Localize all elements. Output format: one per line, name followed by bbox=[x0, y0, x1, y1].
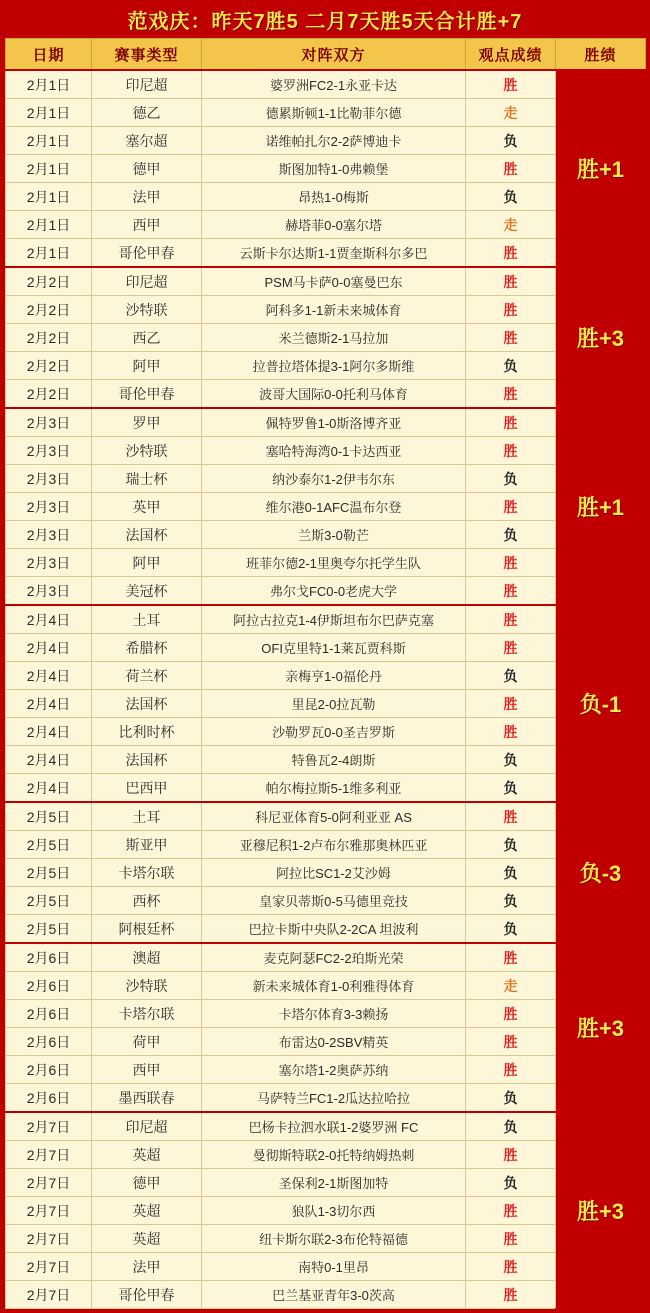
cell-date: 2月4日 bbox=[6, 634, 92, 662]
cell-date: 2月3日 bbox=[6, 493, 92, 521]
cell-match: 昂热1-0梅斯 bbox=[202, 183, 466, 211]
cell-date: 2月5日 bbox=[6, 831, 92, 859]
cell-date: 2月4日 bbox=[6, 662, 92, 690]
cell-date: 2月6日 bbox=[6, 972, 92, 1000]
cell-result: 负 bbox=[466, 183, 556, 211]
table-row bbox=[6, 746, 646, 774]
cell-date: 2月4日 bbox=[6, 718, 92, 746]
cell-date: 2月4日 bbox=[6, 774, 92, 803]
cell-date: 2月6日 bbox=[6, 1056, 92, 1084]
cell-league: 西甲 bbox=[92, 211, 202, 239]
cell-date: 2月6日 bbox=[6, 1000, 92, 1028]
cell-match: 纽卡斯尔联2-3布伦特福德 bbox=[202, 1225, 466, 1253]
cell-match: 布雷达0-2SBV精英 bbox=[202, 1028, 466, 1056]
table-row bbox=[6, 211, 646, 239]
cell-result: 负 bbox=[466, 465, 556, 493]
cell-league: 哥伦甲春 bbox=[92, 1281, 202, 1309]
cell-match: 婆罗洲FC2-1永亚卡达 bbox=[202, 70, 466, 99]
column-header-league: 赛事类型 bbox=[92, 39, 202, 71]
cell-league: 澳超 bbox=[92, 943, 202, 972]
cell-date: 2月3日 bbox=[6, 549, 92, 577]
table-row bbox=[6, 324, 646, 352]
cell-league: 卡塔尔联 bbox=[92, 859, 202, 887]
table-row bbox=[6, 296, 646, 324]
cell-league: 哥伦甲春 bbox=[92, 380, 202, 409]
cell-league: 英甲 bbox=[92, 493, 202, 521]
table-row bbox=[6, 70, 646, 99]
cell-league: 巴西甲 bbox=[92, 774, 202, 803]
cell-match: 云斯卡尔达斯1-1贾奎斯科尔多巴 bbox=[202, 239, 466, 268]
cell-result: 负 bbox=[466, 521, 556, 549]
cell-result: 走 bbox=[466, 99, 556, 127]
header-row bbox=[6, 39, 646, 71]
cell-result: 负 bbox=[466, 774, 556, 803]
cell-result: 负 bbox=[466, 127, 556, 155]
table-row bbox=[6, 465, 646, 493]
table-row bbox=[6, 155, 646, 183]
table-row bbox=[6, 1225, 646, 1253]
table-row bbox=[6, 915, 646, 944]
table-row bbox=[6, 1084, 646, 1113]
cell-date: 2月1日 bbox=[6, 211, 92, 239]
cell-match: 圣保利2-1斯图加特 bbox=[202, 1169, 466, 1197]
cell-date: 2月2日 bbox=[6, 324, 92, 352]
cell-result: 胜 bbox=[466, 155, 556, 183]
cell-result: 胜 bbox=[466, 1056, 556, 1084]
table-row bbox=[6, 1112, 646, 1141]
table-header bbox=[6, 39, 646, 71]
cell-result: 胜 bbox=[466, 1141, 556, 1169]
cell-date: 2月6日 bbox=[6, 1028, 92, 1056]
cell-match: 科尼亚体育5-0阿利亚亚 AS bbox=[202, 802, 466, 831]
cell-result: 胜 bbox=[466, 718, 556, 746]
cell-match: 赫塔菲0-0塞尔塔 bbox=[202, 211, 466, 239]
table-row bbox=[6, 352, 646, 380]
cell-date: 2月5日 bbox=[6, 802, 92, 831]
cell-match: 斯图加特1-0弗赖堡 bbox=[202, 155, 466, 183]
cell-result: 胜 bbox=[466, 267, 556, 296]
cell-league: 荷甲 bbox=[92, 1028, 202, 1056]
cell-date: 2月1日 bbox=[6, 99, 92, 127]
cell-date: 2月3日 bbox=[6, 437, 92, 465]
cell-streak: 胜+3 bbox=[556, 267, 646, 408]
table-row bbox=[6, 662, 646, 690]
cell-league: 卡塔尔联 bbox=[92, 1000, 202, 1028]
cell-result: 胜 bbox=[466, 549, 556, 577]
cell-match: 新未来城体育1-0利雅得体育 bbox=[202, 972, 466, 1000]
cell-league: 土耳 bbox=[92, 802, 202, 831]
cell-date: 2月5日 bbox=[6, 859, 92, 887]
table-row bbox=[6, 380, 646, 409]
cell-match: 班菲尔德2-1里奥夸尔托学生队 bbox=[202, 549, 466, 577]
cell-match: 卡塔尔体育3-3赖扬 bbox=[202, 1000, 466, 1028]
table-row bbox=[6, 605, 646, 634]
cell-result: 负 bbox=[466, 352, 556, 380]
cell-league: 法国杯 bbox=[92, 690, 202, 718]
cell-result: 胜 bbox=[466, 408, 556, 437]
cell-date: 2月2日 bbox=[6, 296, 92, 324]
cell-date: 2月4日 bbox=[6, 690, 92, 718]
cell-date: 2月4日 bbox=[6, 746, 92, 774]
table-row bbox=[6, 577, 646, 606]
cell-league: 瑞士杯 bbox=[92, 465, 202, 493]
cell-match: 拉普拉塔体提3-1阿尔多斯维 bbox=[202, 352, 466, 380]
table-row bbox=[6, 1281, 646, 1309]
cell-date: 2月1日 bbox=[6, 127, 92, 155]
cell-league: 德乙 bbox=[92, 99, 202, 127]
cell-result: 负 bbox=[466, 831, 556, 859]
cell-match: 兰斯3-0勒芒 bbox=[202, 521, 466, 549]
cell-league: 美冠杯 bbox=[92, 577, 202, 606]
cell-match: 南特0-1里昂 bbox=[202, 1253, 466, 1281]
cell-league: 德甲 bbox=[92, 155, 202, 183]
table-row bbox=[6, 1056, 646, 1084]
cell-league: 英超 bbox=[92, 1197, 202, 1225]
cell-league: 塞尔超 bbox=[92, 127, 202, 155]
cell-result: 胜 bbox=[466, 1225, 556, 1253]
cell-league: 法甲 bbox=[92, 183, 202, 211]
cell-date: 2月5日 bbox=[6, 915, 92, 944]
cell-league: 法国杯 bbox=[92, 521, 202, 549]
page-title: 范戏庆：昨天7胜5 二月7天胜5天合计胜+7 bbox=[127, 10, 523, 33]
cell-league: 罗甲 bbox=[92, 408, 202, 437]
cell-match: 曼彻斯特联2-0托特纳姆热刺 bbox=[202, 1141, 466, 1169]
cell-date: 2月3日 bbox=[6, 577, 92, 606]
cell-date: 2月3日 bbox=[6, 408, 92, 437]
cell-result: 胜 bbox=[466, 1253, 556, 1281]
cell-match: 阿拉比SC1-2艾沙姆 bbox=[202, 859, 466, 887]
cell-league: 阿甲 bbox=[92, 352, 202, 380]
cell-match: 弗尔戈FC0-0老虎大学 bbox=[202, 577, 466, 606]
cell-streak: 胜+1 bbox=[556, 70, 646, 267]
cell-match: 塞尔塔1-2奥萨苏纳 bbox=[202, 1056, 466, 1084]
table-row bbox=[6, 690, 646, 718]
cell-date: 2月1日 bbox=[6, 239, 92, 268]
cell-result: 负 bbox=[466, 662, 556, 690]
cell-league: 印尼超 bbox=[92, 267, 202, 296]
cell-date: 2月7日 bbox=[6, 1112, 92, 1141]
cell-league: 法甲 bbox=[92, 1253, 202, 1281]
cell-result: 负 bbox=[466, 1169, 556, 1197]
cell-match: 阿拉古拉克1-4伊斯坦布尔巴萨克塞 bbox=[202, 605, 466, 634]
cell-result: 走 bbox=[466, 972, 556, 1000]
cell-date: 2月6日 bbox=[6, 943, 92, 972]
table-row bbox=[6, 1000, 646, 1028]
cell-date: 2月5日 bbox=[6, 887, 92, 915]
cell-streak: 负-3 bbox=[556, 802, 646, 943]
cell-match: 里昆2-0拉瓦勒 bbox=[202, 690, 466, 718]
column-header-match: 对阵双方 bbox=[202, 39, 466, 71]
table-row bbox=[6, 183, 646, 211]
cell-league: 斯亚甲 bbox=[92, 831, 202, 859]
table-row bbox=[6, 239, 646, 268]
cell-league: 沙特联 bbox=[92, 972, 202, 1000]
cell-league: 德甲 bbox=[92, 1169, 202, 1197]
cell-match: 波哥大国际0-0托利马体育 bbox=[202, 380, 466, 409]
cell-result: 胜 bbox=[466, 943, 556, 972]
table-row bbox=[6, 943, 646, 972]
cell-league: 西杯 bbox=[92, 887, 202, 915]
cell-match: 阿科多1-1新未来城体育 bbox=[202, 296, 466, 324]
cell-date: 2月7日 bbox=[6, 1225, 92, 1253]
cell-result: 胜 bbox=[466, 437, 556, 465]
table-row bbox=[6, 859, 646, 887]
cell-result: 负 bbox=[466, 1112, 556, 1141]
cell-league: 沙特联 bbox=[92, 296, 202, 324]
cell-result: 胜 bbox=[466, 296, 556, 324]
cell-league: 法国杯 bbox=[92, 746, 202, 774]
table-row bbox=[6, 774, 646, 803]
table-row bbox=[6, 267, 646, 296]
cell-league: 英超 bbox=[92, 1141, 202, 1169]
cell-match: 维尔港0-1AFC温布尔登 bbox=[202, 493, 466, 521]
cell-match: 德累斯顿1-1比勒菲尔德 bbox=[202, 99, 466, 127]
cell-league: 比利时杯 bbox=[92, 718, 202, 746]
cell-match: 巴兰基亚青年3-0茨高 bbox=[202, 1281, 466, 1309]
cell-result: 胜 bbox=[466, 70, 556, 99]
table-row bbox=[6, 1169, 646, 1197]
table-row bbox=[6, 634, 646, 662]
cell-match: 佩特罗鲁1-0斯洛博齐亚 bbox=[202, 408, 466, 437]
cell-match: 沙勒罗瓦0-0圣吉罗斯 bbox=[202, 718, 466, 746]
cell-result: 胜 bbox=[466, 380, 556, 409]
cell-match: 特鲁瓦2-4朗斯 bbox=[202, 746, 466, 774]
cell-date: 2月2日 bbox=[6, 352, 92, 380]
cell-result: 胜 bbox=[466, 577, 556, 606]
cell-league: 西乙 bbox=[92, 324, 202, 352]
column-header-streak: 胜绩 bbox=[556, 39, 646, 71]
cell-date: 2月4日 bbox=[6, 605, 92, 634]
cell-result: 走 bbox=[466, 211, 556, 239]
cell-date: 2月7日 bbox=[6, 1253, 92, 1281]
table-row bbox=[6, 99, 646, 127]
table-row bbox=[6, 493, 646, 521]
cell-league: 印尼超 bbox=[92, 1112, 202, 1141]
cell-league: 哥伦甲春 bbox=[92, 239, 202, 268]
cell-streak: 胜+1 bbox=[556, 408, 646, 605]
table-row bbox=[6, 408, 646, 437]
cell-league: 英超 bbox=[92, 1225, 202, 1253]
cell-result: 负 bbox=[466, 915, 556, 944]
cell-league: 荷兰杯 bbox=[92, 662, 202, 690]
cell-date: 2月1日 bbox=[6, 155, 92, 183]
cell-date: 2月7日 bbox=[6, 1197, 92, 1225]
cell-league: 墨西联春 bbox=[92, 1084, 202, 1113]
cell-match: 亲梅亨1-0福伦丹 bbox=[202, 662, 466, 690]
cell-match: PSM马卡萨0-0塞曼巴东 bbox=[202, 267, 466, 296]
cell-streak: 胜+3 bbox=[556, 1112, 646, 1309]
table-row bbox=[6, 1197, 646, 1225]
column-header-result: 观点成绩 bbox=[466, 39, 556, 71]
cell-result: 胜 bbox=[466, 690, 556, 718]
cell-date: 2月7日 bbox=[6, 1281, 92, 1309]
cell-result: 胜 bbox=[466, 802, 556, 831]
table-row bbox=[6, 549, 646, 577]
cell-streak: 胜+3 bbox=[556, 943, 646, 1112]
cell-date: 2月1日 bbox=[6, 70, 92, 99]
cell-league: 印尼超 bbox=[92, 70, 202, 99]
cell-match: 巴杨卡拉泗水联1-2婆罗洲 FC bbox=[202, 1112, 466, 1141]
cell-match: 亚穆尼积1-2卢布尔雅那奥林匹亚 bbox=[202, 831, 466, 859]
table-row bbox=[6, 718, 646, 746]
column-header-date: 日期 bbox=[6, 39, 92, 71]
table-row bbox=[6, 437, 646, 465]
cell-date: 2月2日 bbox=[6, 267, 92, 296]
cell-result: 胜 bbox=[466, 634, 556, 662]
cell-match: 狼队1-3切尔西 bbox=[202, 1197, 466, 1225]
cell-result: 胜 bbox=[466, 239, 556, 268]
cell-result: 胜 bbox=[466, 1281, 556, 1309]
cell-match: 米兰德斯2-1马拉加 bbox=[202, 324, 466, 352]
cell-match: 巴拉卡斯中央队2-2CA 坦波利 bbox=[202, 915, 466, 944]
cell-date: 2月3日 bbox=[6, 521, 92, 549]
cell-streak: 负-1 bbox=[556, 605, 646, 802]
cell-date: 2月6日 bbox=[6, 1084, 92, 1113]
table-row bbox=[6, 1141, 646, 1169]
table-row bbox=[6, 1028, 646, 1056]
cell-league: 阿根廷杯 bbox=[92, 915, 202, 944]
cell-match: 麦克阿瑟FC2-2珀斯光荣 bbox=[202, 943, 466, 972]
cell-match: 帕尔梅拉斯5-1维多利亚 bbox=[202, 774, 466, 803]
cell-match: OFI克里特1-1莱瓦贾科斯 bbox=[202, 634, 466, 662]
cell-result: 负 bbox=[466, 859, 556, 887]
cell-league: 土耳 bbox=[92, 605, 202, 634]
table-row bbox=[6, 802, 646, 831]
cell-result: 负 bbox=[466, 1084, 556, 1113]
cell-result: 胜 bbox=[466, 493, 556, 521]
cell-match: 纳沙泰尔1-2伊韦尔东 bbox=[202, 465, 466, 493]
table-row bbox=[6, 972, 646, 1000]
cell-match: 皇家贝蒂斯0-5马德里竞技 bbox=[202, 887, 466, 915]
cell-league: 阿甲 bbox=[92, 549, 202, 577]
cell-date: 2月7日 bbox=[6, 1169, 92, 1197]
cell-result: 胜 bbox=[466, 1197, 556, 1225]
cell-date: 2月2日 bbox=[6, 380, 92, 409]
cell-match: 塞哈特海湾0-1卡达西亚 bbox=[202, 437, 466, 465]
cell-league: 沙特联 bbox=[92, 437, 202, 465]
table-row bbox=[6, 887, 646, 915]
table-body bbox=[6, 70, 646, 1309]
cell-result: 胜 bbox=[466, 605, 556, 634]
cell-match: 马萨特兰FC1-2瓜达拉哈拉 bbox=[202, 1084, 466, 1113]
table-row bbox=[6, 521, 646, 549]
cell-result: 负 bbox=[466, 887, 556, 915]
cell-match: 诺维帕扎尔2-2萨博迪卡 bbox=[202, 127, 466, 155]
table-row bbox=[6, 1253, 646, 1281]
cell-league: 希腊杯 bbox=[92, 634, 202, 662]
cell-result: 胜 bbox=[466, 1000, 556, 1028]
cell-result: 胜 bbox=[466, 1028, 556, 1056]
table-row bbox=[6, 127, 646, 155]
table-row bbox=[6, 831, 646, 859]
cell-result: 胜 bbox=[466, 324, 556, 352]
cell-league: 西甲 bbox=[92, 1056, 202, 1084]
cell-result: 负 bbox=[466, 746, 556, 774]
cell-date: 2月1日 bbox=[6, 183, 92, 211]
cell-date: 2月3日 bbox=[6, 465, 92, 493]
match-record-table bbox=[5, 38, 646, 1309]
cell-date: 2月7日 bbox=[6, 1141, 92, 1169]
